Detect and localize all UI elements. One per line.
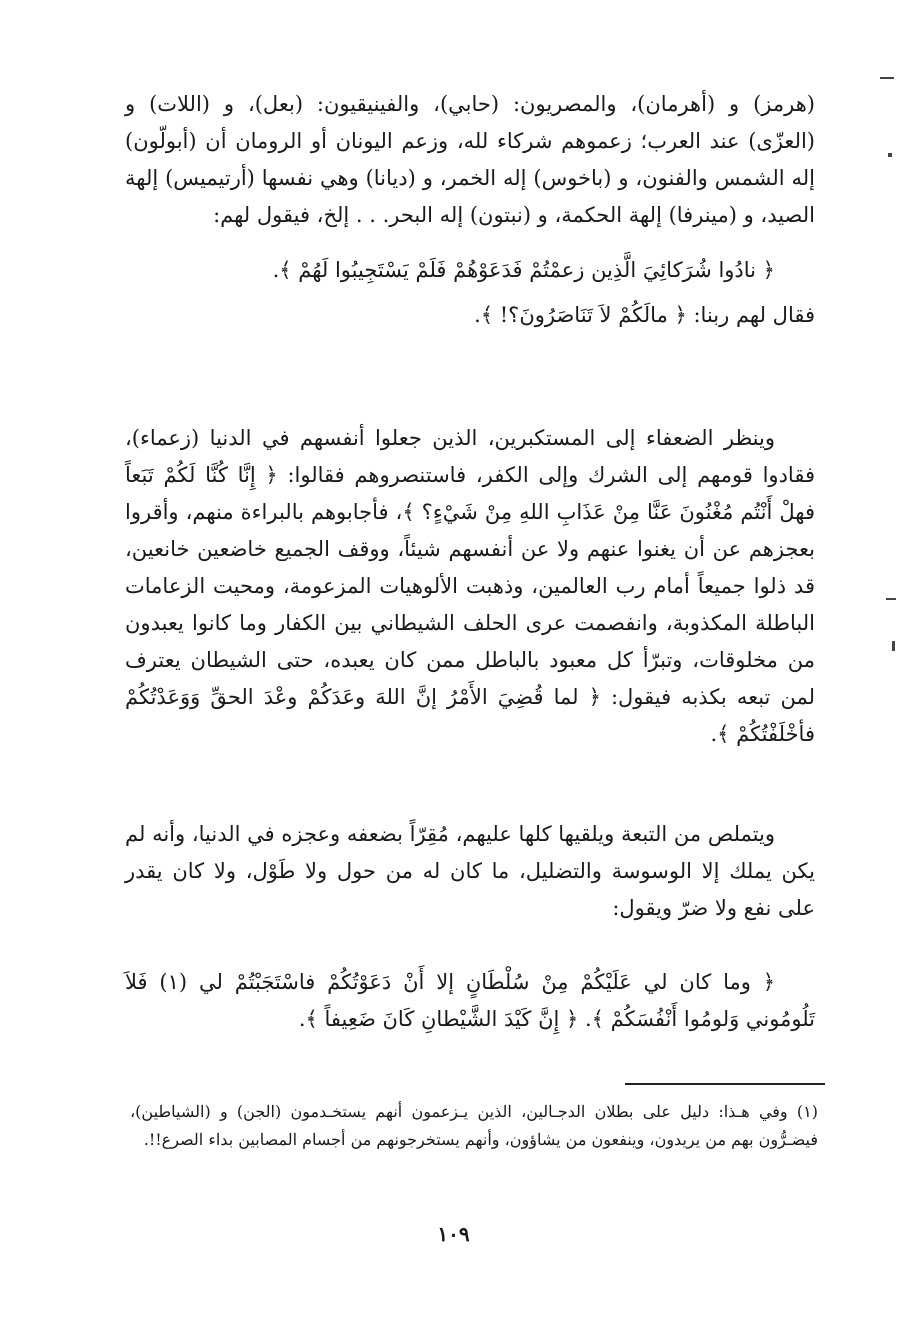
text-block-2 [125, 420, 815, 753]
text-block-3 [125, 816, 815, 927]
footnote: (١) وفي هـذا: دليل على بطلان الدجـالين، الذين يـزعمون أنهم يستخـدمون (الجن) و (الشياطين)، فيضـرُّون بهم من يريدون، وينفعون من يشاؤون، وأنهم يستخرجونهم من أجسام المصابين بداء الصرع!!. [130, 1102, 818, 1149]
scan-margin-mark [886, 598, 896, 600]
scan-margin-mark [892, 641, 895, 651]
quran-verse-nadu: ﴿ نادُوا شُرَكائِيَ الَّذِين زعمْتُمْ فَدَعَوْهُمْ فَلَمْ يَسْتَجِيبُوا لَهُمْ ﴾. [272, 258, 775, 282]
quran-verse-sultan: ﴿ وما كان لي عَلَيْكُمْ مِنْ سُلْطَانٍ إلا أَنْ دَعَوْتُكُمْ فاسْتَجَبْتُمْ لي (١) فَلاَ تَلُومُوني وَلومُوا أَنْفُسَكُمْ ﴾. ﴿ إِنَّ كَيْدَ الشَّيْطانِ كَانَ ضَعِيفاً ﴾. [125, 970, 815, 1031]
text-block-4 [125, 964, 815, 1038]
paragraph-weak-and-arrogant: وينظر الضعفاء إلى المستكبرين، الذين جعلوا أنفسهم في الدنيا (زعماء)، فقادوا قومهم إلى الشرك وإلى الكفر، فاستنصروهم فقالوا: ﴿ إِنَّا كُنَّا لَكُمْ تَبَعاً فهلْ أَنْتُم مُغْنُونَ عَنَّا مِنْ عَذَابِ اللهِ مِنْ شَيْءٍ؟ ﴾، فأجابوهم بالبراءة منهم، وأقروا بعجزهم عن أن يغنوا عنهم ولا عن أنفسهم شيئاً، ووقف الجميع خاضعين خانعين، قد ذلوا جميعاً أمام رب العالمين، وذهبت الألوهيات المزعومة، ومحيت الزعامات الباطلة المكذوبة، وانفصمت عرى الحلف الشيطاني بين الكفار وما كانوا يعبدون من مخلوقات، وتبرّأ كل معبود بالباطل ممن كان يعبده، حتى الشيطان يعترف لمن تبعه بكذبه فيقول: ﴿ لما قُضِيَ الأَمْرُ إنَّ اللهَ وعَدَكُمْ وعْدَ الحقِّ وَوَعَدْتُكُمْ فأخْلَفْتُكُمْ ﴾. [125, 426, 815, 746]
text-block-1 [125, 86, 815, 334]
paragraph-satan-disowns: ويتملص من التبعة ويلقيها كلها عليهم، مُقِرّاً بضعفه وعجزه في الدنيا، وأنه لم يكن يملك إلا الوسوسة والتضليل، ما كان له من حول ولا طَوْل، ولا كان يقدر على نفع ولا ضرّ ويقول: [125, 822, 815, 920]
line-faqala-rabbuna: فقال لهم ربنا: ﴿ مالَكُمْ لاَ تَنَاصَرُونَ؟! ﴾. [474, 303, 815, 327]
scan-margin-mark [880, 77, 894, 79]
paragraph-idols: (هرمز) و (أهرمان)، والمصريون: (حابي)، والفينيقيون: (بعل)، و (اللات) و (العزّى) عند العرب؛ زعموهم شركاء لله، وزعم اليونان أو الرومان أن (أبولّون) إله الشمس والفنون، و (باخوس) إله الخمر، و (ديانا) وهي نفسها (أرتيميس) إلهة الصيد، و (مينرفا) إلهة الحكمة، و (نبتون) إله البحر. . . إلخ، فيقول لهم: [125, 92, 815, 227]
page-number: ١٠٩ [437, 1222, 470, 1246]
footnote-separator [625, 1083, 825, 1085]
scan-margin-mark [888, 153, 892, 157]
